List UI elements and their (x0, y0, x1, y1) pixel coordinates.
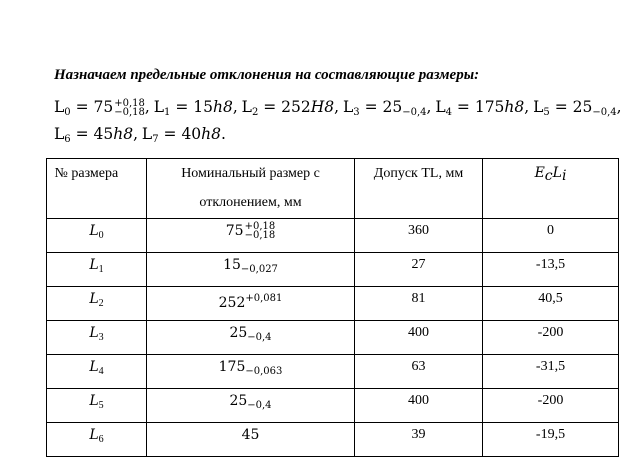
section-heading: Назначаем предельные отклонения на составляющие размеры: (54, 67, 480, 83)
formula-item: $L_6 = 45h8$, (54, 125, 139, 145)
size-label: $L_0$ (47, 219, 147, 253)
tolerance-value: 39 (355, 423, 483, 457)
nominal-value: $252^{+0,081}$ (147, 287, 355, 321)
dimensions-table (46, 158, 619, 457)
tolerance-value: 63 (355, 355, 483, 389)
table-row (47, 423, 619, 457)
ec-value: 40,5 (483, 287, 619, 321)
formula-line-2 (54, 124, 226, 150)
size-label: $L_1$ (47, 253, 147, 287)
formula-item: $L_0 = 75$ +0,18 −0,18 , (54, 98, 150, 118)
formula-item: $L_5 = 25_{-0,4}$, (533, 98, 622, 118)
nominal-value: $25_{-0,4}$ (147, 389, 355, 423)
table-row (47, 355, 619, 389)
formula-item: $L_4 = 175h8$, (435, 98, 530, 118)
ec-value: 0 (483, 219, 619, 253)
formula-item: $L_7 = 40h8$. (141, 125, 226, 145)
header-tolerance: Допуск TL, мм (355, 159, 483, 219)
size-label: $L_6$ (47, 423, 147, 457)
size-label: $L_5$ (47, 389, 147, 423)
tolerance-value: 27 (355, 253, 483, 287)
table-row (47, 287, 619, 321)
nominal-value: $15_{-0,027}$ (147, 253, 355, 287)
size-label: $L_2$ (47, 287, 147, 321)
ec-value: -19,5 (483, 423, 619, 457)
nominal-value: $175_{-0,063}$ (147, 355, 355, 389)
nominal-value: 45 (147, 423, 355, 457)
table-row (47, 219, 619, 253)
tolerance-value: 400 (355, 389, 483, 423)
ec-value: -200 (483, 321, 619, 355)
table-row (47, 321, 619, 355)
tolerance-value: 81 (355, 287, 483, 321)
nominal-value: 75 +0,18 −0,18 (147, 219, 355, 253)
size-label: $L_4$ (47, 355, 147, 389)
table-row (47, 253, 619, 287)
tolerance-value: 400 (355, 321, 483, 355)
formula-line-1 (54, 97, 622, 123)
header-size-number: № размера (47, 159, 147, 219)
table-header-row (47, 159, 619, 219)
tolerance-value: 360 (355, 219, 483, 253)
formula-item: $L_2 = 252H8$, (241, 98, 340, 118)
formula-item: $L_1 = 15h8$, (153, 98, 238, 118)
table-row (47, 389, 619, 423)
ec-value: -13,5 (483, 253, 619, 287)
header-ec-li: EcLi (483, 159, 619, 219)
formula-item: $L_3 = 25_{-0,4}$, (342, 98, 432, 118)
header-nominal-size: Номинальный размер с отклонением, мм (147, 159, 355, 219)
ec-value: -31,5 (483, 355, 619, 389)
ec-value: -200 (483, 389, 619, 423)
size-label: $L_3$ (47, 321, 147, 355)
nominal-value: $25_{-0,4}$ (147, 321, 355, 355)
